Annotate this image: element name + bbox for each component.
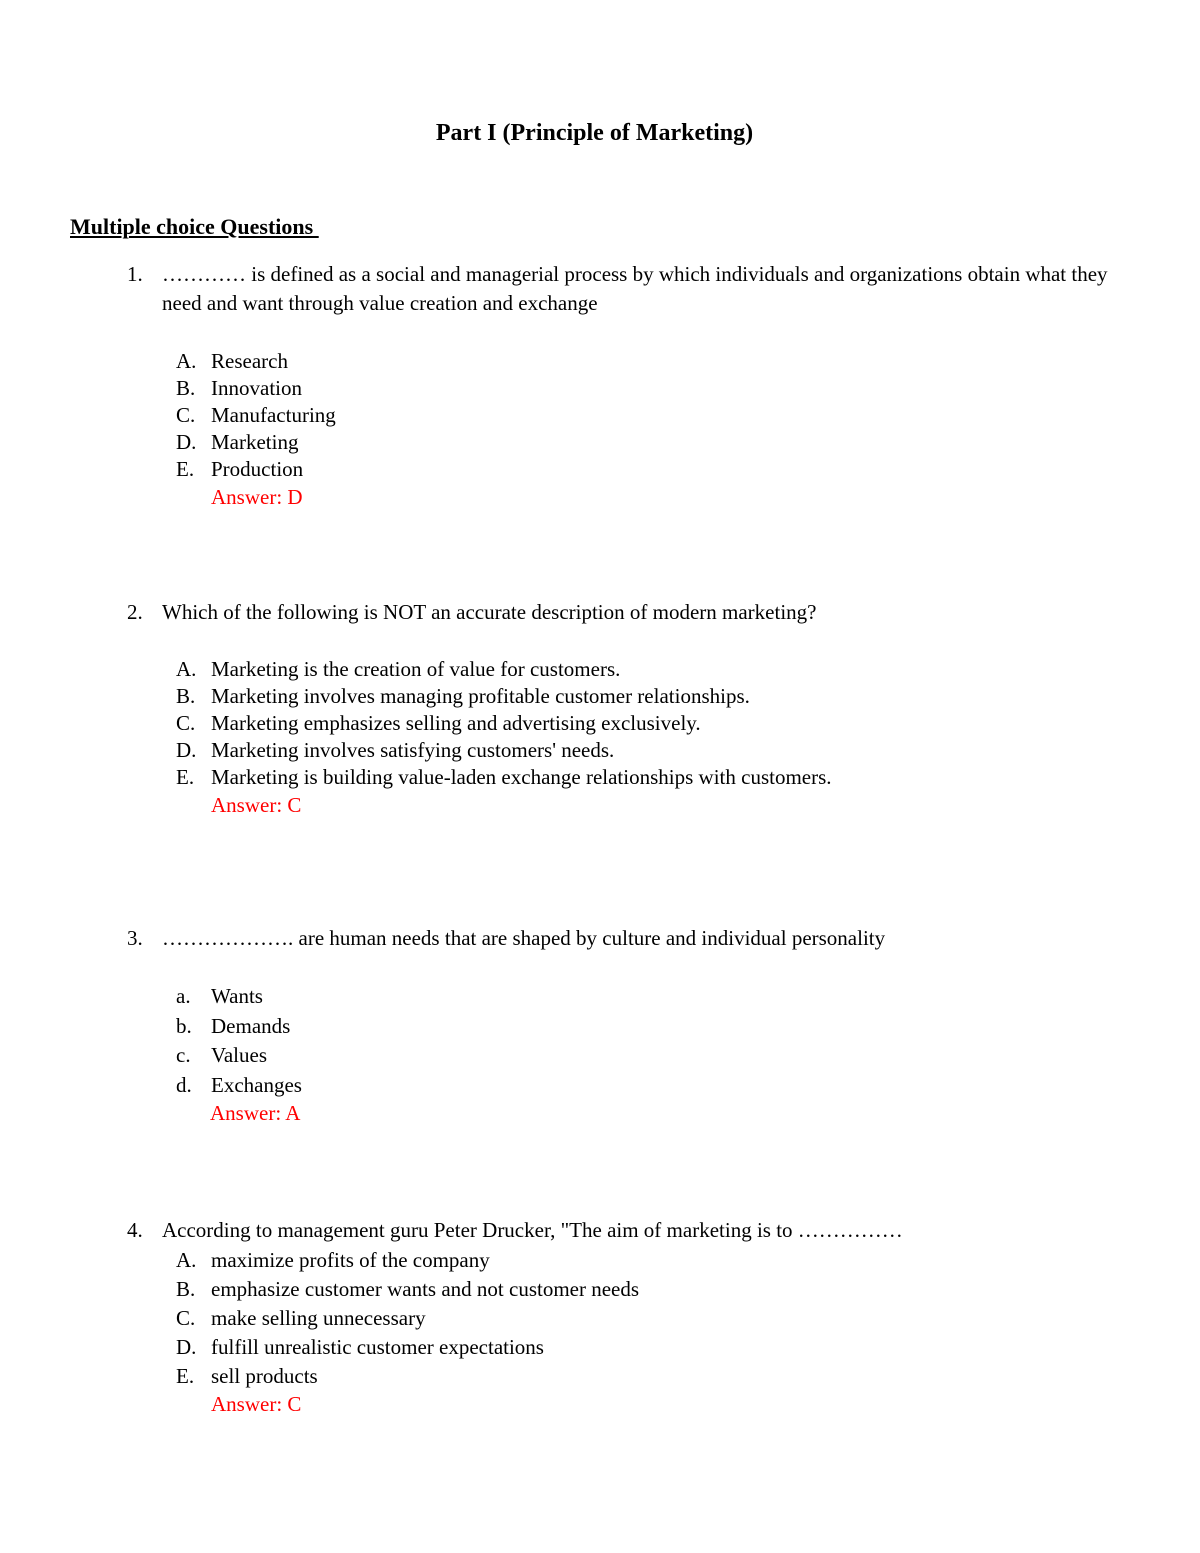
option-item [0, 1275, 1200, 1304]
option-text: Manufacturing [211, 403, 336, 427]
option-letter: a. [176, 984, 191, 1008]
option-letter: C. [176, 711, 196, 735]
option-text: Marketing is the creation of value for customers. [211, 657, 621, 681]
option-letter: E. [176, 765, 195, 789]
option-item [0, 1071, 1200, 1101]
option-letter: B. [176, 684, 196, 708]
answer-label: Answer: C [211, 793, 302, 817]
option-list [0, 982, 1200, 1100]
option-item [0, 982, 1200, 1012]
option-letter: D. [176, 430, 197, 454]
option-letter: C. [176, 1306, 196, 1330]
option-letter: c. [176, 1043, 191, 1067]
question-text: Which of the following is NOT an accurate description of modern marketing? [162, 600, 817, 624]
option-item [0, 1362, 1200, 1391]
option-text: Marketing is building value-laden exchange relationships with customers. [211, 765, 832, 789]
option-text: Exchanges [211, 1072, 302, 1097]
answer-label: Answer: D [211, 485, 303, 509]
option-letter: D. [176, 738, 197, 762]
option-text: Innovation [211, 376, 302, 400]
question-text: ………………. are human needs that are shaped by culture and individual personality [162, 926, 886, 950]
question-number: 1. [127, 262, 143, 286]
page-title: Part I (Principle of Marketing) [435, 120, 754, 146]
option-text: make selling unnecessary [211, 1306, 426, 1330]
option-text: Marketing involves satisfying customers' needs. [211, 738, 615, 762]
option-text: emphasize customer wants and not customer needs [211, 1277, 640, 1301]
option-letter: E. [176, 457, 195, 481]
option-letter: E. [176, 1364, 195, 1388]
option-item [0, 764, 1200, 791]
option-item [0, 737, 1200, 764]
option-text: Research [211, 349, 288, 373]
question-number: 3. [127, 926, 143, 950]
option-letter: b. [176, 1013, 192, 1038]
question-text: According to management guru Peter Drucker, "The aim of marketing is to …………… [162, 1218, 903, 1242]
option-text: sell products [211, 1364, 318, 1388]
option-item [0, 402, 1200, 429]
option-item [0, 1041, 1200, 1071]
option-letter: B. [176, 376, 196, 400]
option-text: Values [211, 1043, 267, 1067]
option-text: Demands [211, 1013, 291, 1038]
question-number: 2. [127, 600, 143, 624]
question-number: 4. [127, 1218, 143, 1242]
option-letter: A. [176, 657, 197, 681]
option-item [0, 1012, 1200, 1042]
option-text: Marketing emphasizes selling and advertising exclusively. [211, 711, 701, 735]
option-item [0, 429, 1200, 456]
option-letter: B. [176, 1277, 196, 1301]
option-item [0, 710, 1200, 737]
option-letter: D. [176, 1335, 197, 1359]
option-item [0, 683, 1200, 710]
option-item [0, 456, 1200, 483]
option-text: fulfill unrealistic customer expectations [211, 1335, 544, 1359]
option-text: maximize profits of the company [211, 1248, 490, 1272]
option-item [0, 656, 1200, 683]
option-item [0, 375, 1200, 402]
option-item [0, 1333, 1200, 1362]
option-list [0, 348, 1200, 483]
option-text: Wants [211, 984, 263, 1008]
option-item [0, 1304, 1200, 1333]
option-letter: d. [176, 1072, 192, 1097]
option-letter: A. [176, 1248, 197, 1272]
option-text: Marketing [211, 430, 299, 454]
option-text: Production [211, 457, 304, 481]
answer-label: Answer: C [211, 1392, 302, 1416]
option-text: Marketing involves managing profitable customer relationships. [211, 684, 750, 708]
option-item [0, 348, 1200, 375]
section-heading: Multiple choice Questions [70, 214, 319, 239]
question-text: ………… is defined as a social and managerial process by which individuals and organizations obtain what they need and want through value creation and exchange [162, 262, 1108, 315]
option-letter: A. [176, 349, 197, 373]
option-item [0, 1246, 1200, 1275]
answer-label: Answer: A [210, 1101, 301, 1125]
option-list [0, 656, 1200, 791]
option-list [0, 1246, 1200, 1391]
option-letter: C. [176, 403, 196, 427]
